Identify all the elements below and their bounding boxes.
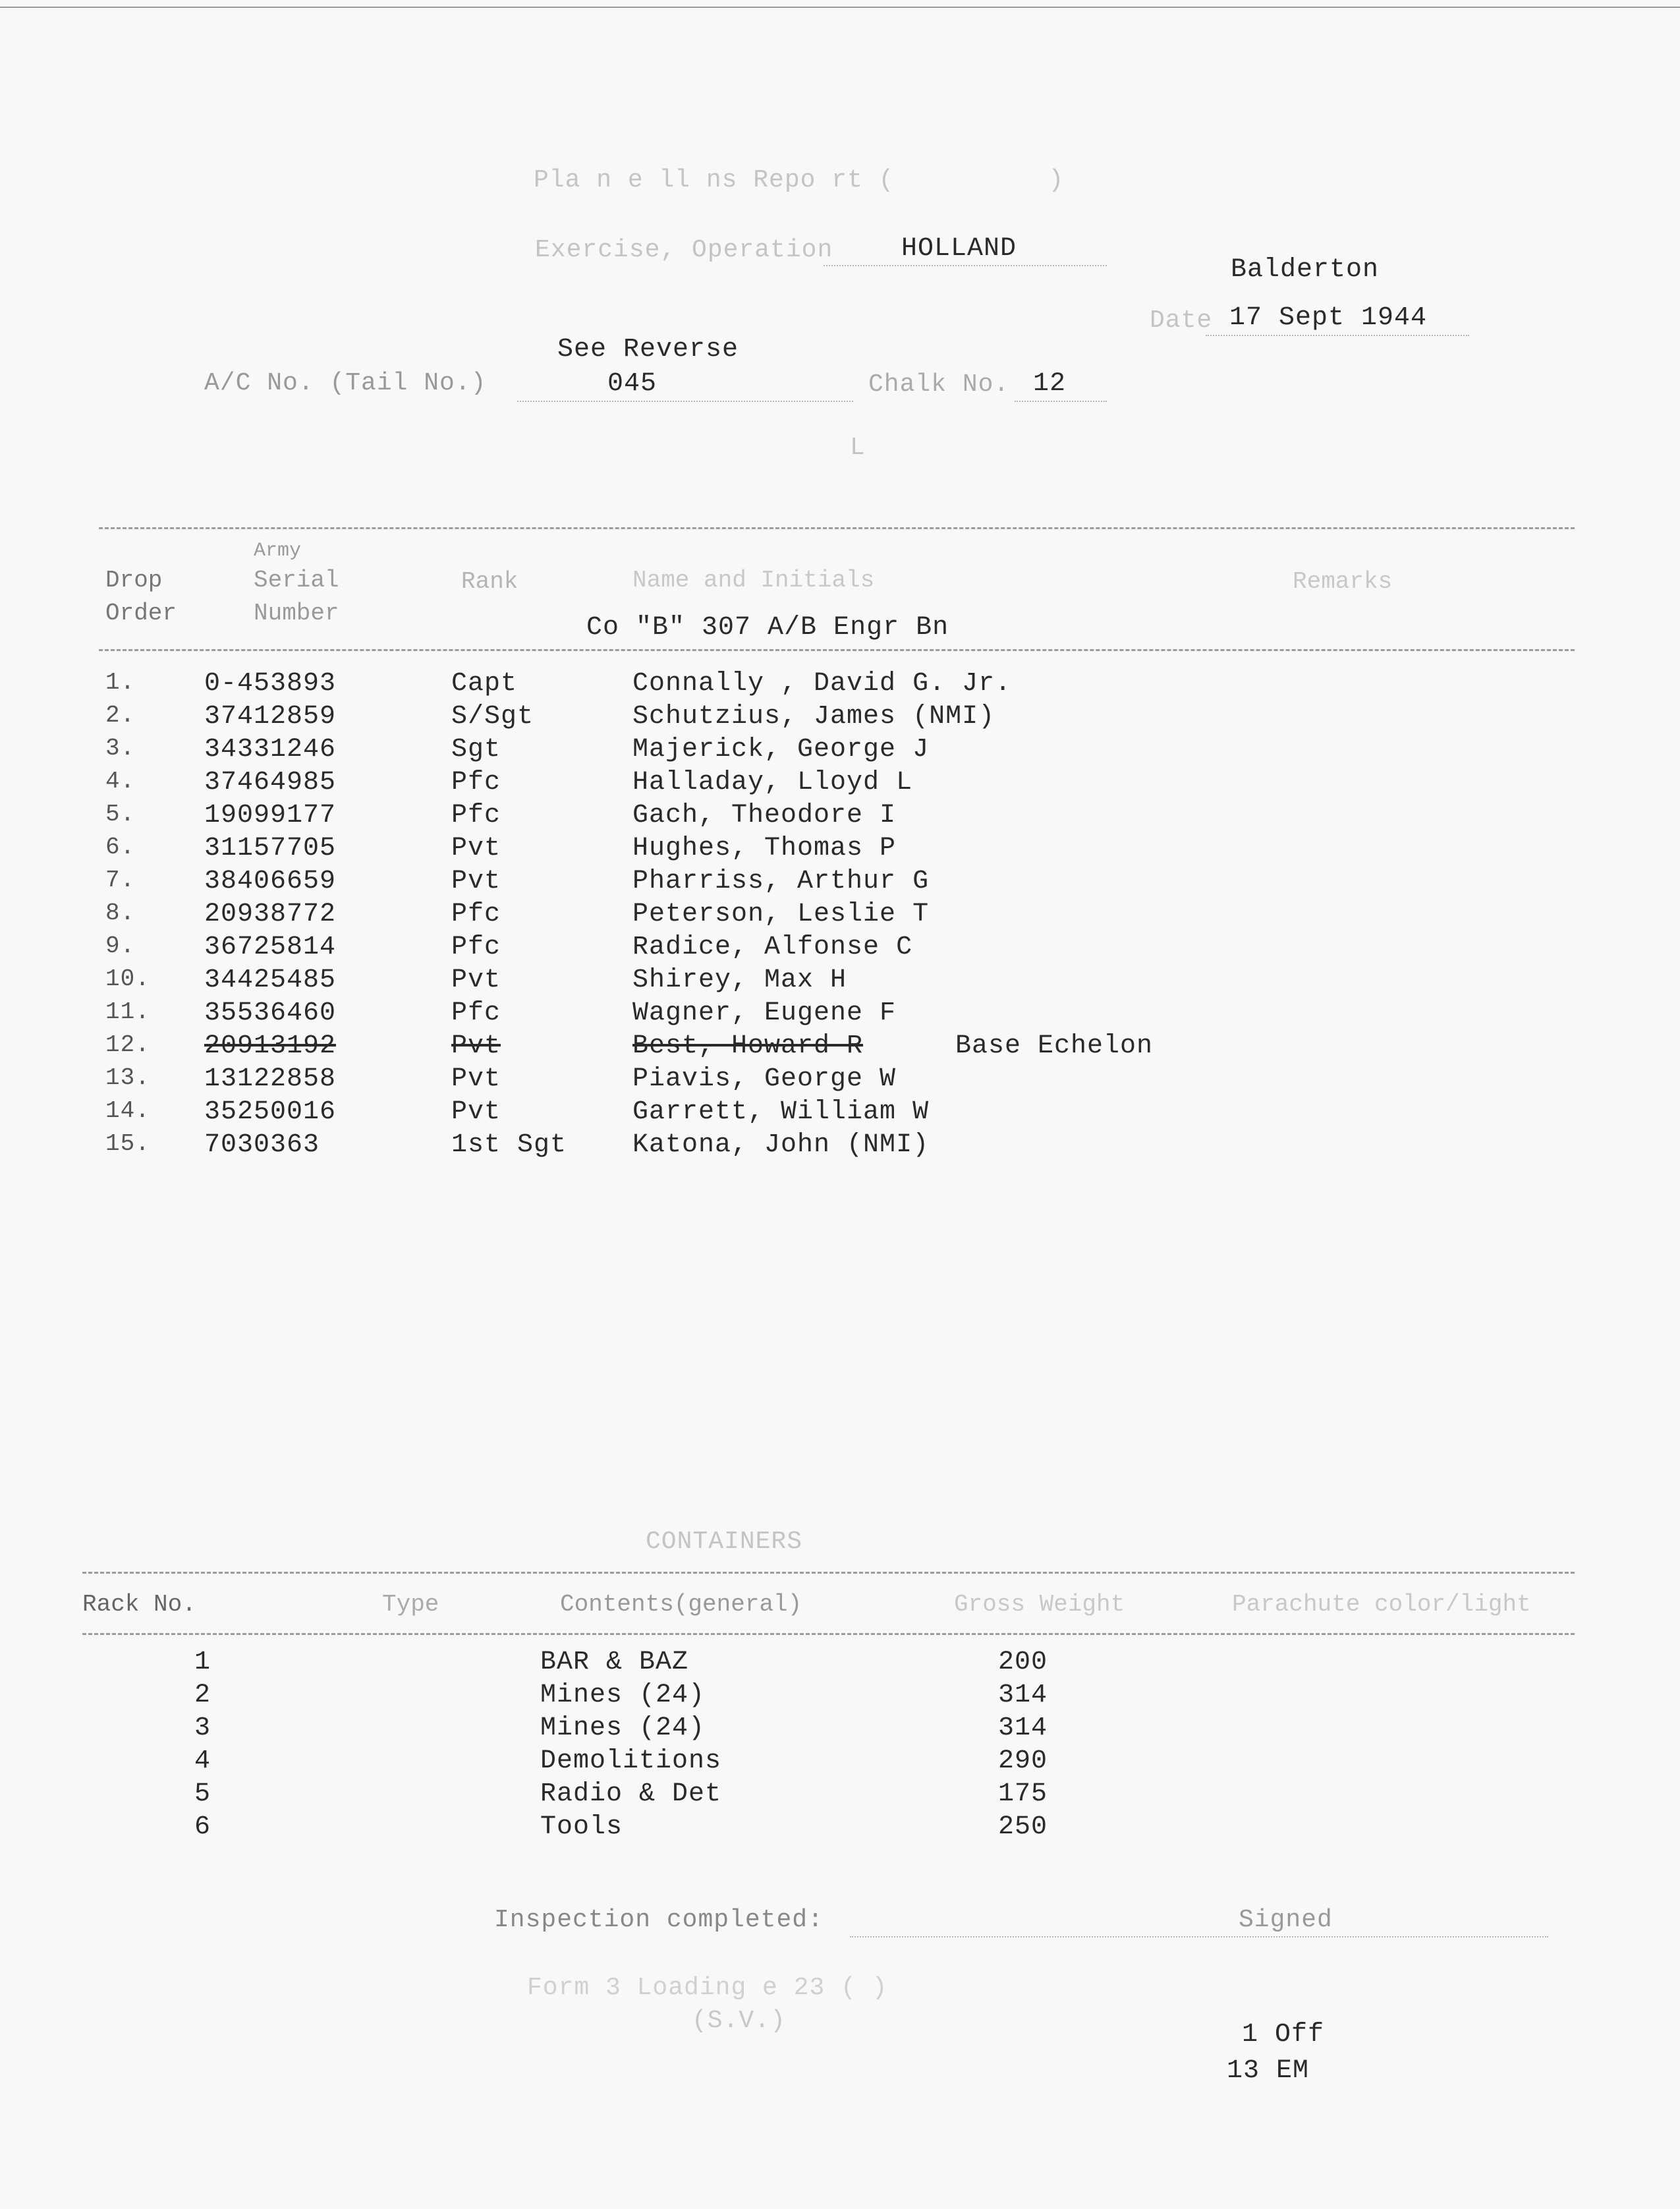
rank: Pvt [451,867,501,896]
rack-number: 1 [194,1648,211,1677]
soldier-name: Hughes, Thomas P [632,834,897,863]
rank: Pvt [451,834,501,863]
ac-number-value: 045 [607,369,658,399]
rank: Pfc [451,998,501,1028]
rack-number: 3 [194,1713,211,1743]
drop-order: 12. [105,1031,150,1058]
containers-top-rule [82,1572,1575,1574]
rank: Pvt [451,1064,501,1094]
container-contents: BAR & BAZ [540,1648,689,1677]
container-contents: Tools [540,1812,623,1842]
serial-number: 37412859 [204,702,337,732]
table-row [99,834,1548,867]
serial-number: 36725814 [204,932,337,962]
soldier-name: Radice, Alfonse C [632,932,913,962]
header-parachute: Parachute color/light [1232,1591,1531,1618]
unit-designation: Co "B" 307 A/B Engr Bn [586,613,949,643]
rack-number: 2 [194,1680,211,1710]
serial-number: 7030363 [204,1130,320,1160]
container-contents: Demolitions [540,1746,722,1776]
soldier-name: Best, Howard R [632,1031,864,1061]
rank: Pfc [451,768,501,797]
table-row [99,900,1548,932]
ac-number-label: A/C No. (Tail No.) [204,369,487,397]
serial-number: 31157705 [204,834,337,863]
soldier-name: Wagner, Eugene F [632,998,897,1028]
signed-label: Signed [1239,1906,1333,1934]
table-row [82,1812,1532,1845]
rank: Sgt [451,735,501,764]
drop-order: 3. [105,735,136,762]
serial-number: 19099177 [204,801,337,830]
table-row [82,1680,1532,1713]
soldier-name: Connally , David G. Jr. [632,669,1012,699]
airfield: Balderton [1231,255,1380,285]
header-type: Type [382,1591,439,1618]
drop-order: 6. [105,834,136,861]
table-row [99,1097,1548,1130]
inspection-label: Inspection completed: [494,1906,824,1934]
rank: Capt [451,669,518,699]
table-row [99,669,1548,702]
gross-weight: 314 [998,1680,1048,1710]
exercise-value: HOLLAND [901,234,1017,264]
container-contents: Radio & Det [540,1779,722,1809]
rank: Pvt [451,965,501,995]
page-top-edge [0,7,1680,8]
table-row [99,998,1548,1031]
header-remarks: Remarks [1293,568,1393,595]
drop-order: 7. [105,867,136,894]
drop-order: 5. [105,801,136,828]
table-row [82,1779,1532,1812]
soldier-name: Gach, Theodore I [632,801,897,830]
rank: Pfc [451,932,501,962]
soldier-name: Halladay, Lloyd L [632,768,913,797]
soldier-name: Garrett, William W [632,1097,930,1127]
tally-officers: 1 Off [1242,2020,1325,2050]
serial-number: 37464985 [204,768,337,797]
date-label: Date [1150,306,1213,335]
table-row [99,1130,1548,1163]
soldier-name: Pharriss, Arthur G [632,867,930,896]
header-gross-weight: Gross Weight [954,1591,1125,1618]
table-row [99,932,1548,965]
table-row [82,1648,1532,1680]
date-value: 17 Sept 1944 [1229,303,1428,333]
header-name: Name and Initials [632,567,875,594]
table-row [99,965,1548,998]
drop-order: 1. [105,669,136,696]
remark: Base Echelon [955,1031,1154,1061]
containers-list [82,1648,1532,1845]
form-reference: Form 3 Loading e 23 ( ) [527,1974,888,2002]
rank: Pvt [451,1031,501,1061]
rack-number: 6 [194,1812,211,1842]
see-reverse-note: See Reverse [557,335,739,364]
gross-weight: 314 [998,1713,1048,1743]
serial-number: 0-453893 [204,669,337,699]
personnel-list [99,669,1548,1163]
drop-order: 11. [105,998,150,1025]
rack-number: 4 [194,1746,211,1776]
drop-order: 8. [105,900,136,927]
soldier-name: Majerick, George J [632,735,930,764]
soldier-name: Katona, John (NMI) [632,1130,930,1160]
serial-number: 35536460 [204,998,337,1028]
serial-number: 34331246 [204,735,337,764]
faint-mark: L [850,434,866,462]
drop-order: 15. [105,1130,150,1157]
table-row [99,1031,1548,1064]
serial-number: 34425485 [204,965,337,995]
rank: Pvt [451,1097,501,1127]
containers-header-rule [82,1633,1575,1635]
rack-number: 5 [194,1779,211,1809]
drop-order: 14. [105,1097,150,1124]
drop-order: 10. [105,965,150,992]
gross-weight: 250 [998,1812,1048,1842]
table-row [82,1713,1532,1746]
soldier-name: Shirey, Max H [632,965,847,995]
container-contents: Mines (24) [540,1680,706,1710]
container-contents: Mines (24) [540,1713,706,1743]
table-row [99,768,1548,801]
form-reference-2: (S.V.) [692,2007,786,2035]
drop-order: 2. [105,702,136,729]
header-rank: Rank [461,568,518,595]
table-row [99,702,1548,735]
soldier-name: Schutzius, James (NMI) [632,702,995,732]
exercise-label: Exercise, Operation [535,236,833,264]
gross-weight: 200 [998,1648,1048,1677]
table-header-rule [99,649,1575,651]
rank: S/Sgt [451,702,534,732]
form-title: Pla n e ll ns Repo rt ( ) [534,166,1065,194]
serial-number: 13122858 [204,1064,337,1094]
drop-order: 4. [105,768,136,795]
rank: Pfc [451,900,501,929]
header-contents: Contents(general) [560,1591,802,1618]
drop-order: 13. [105,1064,150,1091]
table-row [99,801,1548,834]
serial-number: 38406659 [204,867,337,896]
soldier-name: Peterson, Leslie T [632,900,930,929]
table-row [99,867,1548,900]
header-serial-number: Army Serial Number [254,540,339,627]
table-row [99,1064,1548,1097]
serial-number: 20913192 [204,1031,337,1061]
header-drop-order: Drop Order [105,567,177,627]
header-rack-number: Rack No. [82,1591,196,1618]
serial-number: 20938772 [204,900,337,929]
drop-order: 9. [105,932,136,960]
table-top-rule [99,527,1575,529]
table-row [82,1746,1532,1779]
containers-title: CONTAINERS [646,1528,803,1556]
rank: 1st Sgt [451,1130,567,1160]
gross-weight: 175 [998,1779,1048,1809]
table-row [99,735,1548,768]
chalk-number-value: 12 [1033,369,1067,399]
gross-weight: 290 [998,1746,1048,1776]
chalk-number-label: Chalk No. [868,370,1010,399]
rank: Pfc [451,801,501,830]
soldier-name: Piavis, George W [632,1064,897,1094]
tally-enlisted: 13 EM [1227,2056,1310,2086]
serial-number: 35250016 [204,1097,337,1127]
